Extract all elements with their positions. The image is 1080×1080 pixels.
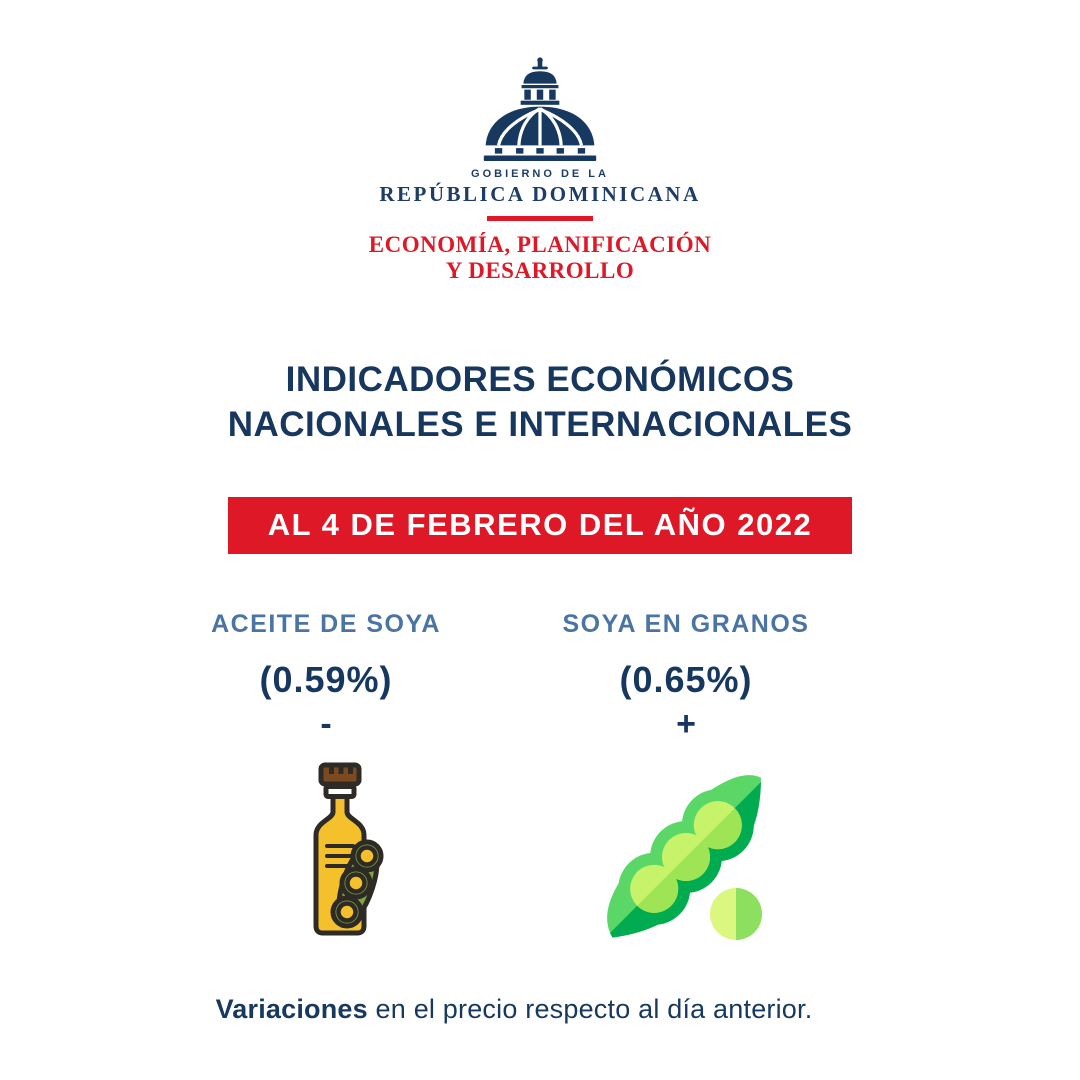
ministry-line1: ECONOMÍA, PLANIFICACIÓN xyxy=(368,232,712,257)
footnote-bold: Variaciones xyxy=(215,993,368,1024)
footnote xyxy=(0,994,1054,1025)
indicator-name: ACEITE DE SOYA xyxy=(211,609,441,638)
footnote-rest: en el precio respecto al día anterior. xyxy=(367,993,813,1024)
plus-sign: + xyxy=(676,704,696,743)
date-banner-row xyxy=(0,497,1080,554)
page-title-line1: INDICADORES ECONÓMICOS xyxy=(285,360,795,400)
national-palace-dome-icon xyxy=(480,56,600,161)
minus-sign: - xyxy=(320,704,332,743)
soy-oil-bottle-icon xyxy=(298,762,398,942)
ministry-name xyxy=(0,232,1080,284)
indicator-name: SOYA EN GRANOS xyxy=(562,609,810,638)
page-title xyxy=(0,358,1080,446)
government-logo xyxy=(0,0,1080,284)
government-line1: GOBIERNO DE LA xyxy=(471,168,609,180)
indicator-value: (0.65%) xyxy=(619,658,753,700)
indicator-aceite-de-soya xyxy=(146,610,506,954)
indicators-section xyxy=(146,610,866,954)
page-title-line2: NACIONALES E INTERNACIONALES xyxy=(227,404,853,444)
indicator-value: (0.59%) xyxy=(259,658,393,700)
date-banner: AL 4 DE FEBRERO DEL AÑO 2022 xyxy=(228,497,852,554)
government-line2: REPÚBLICA DOMINICANA xyxy=(379,182,701,206)
red-divider xyxy=(487,216,593,221)
indicator-icon-box xyxy=(168,762,528,954)
soybean-pod-icon xyxy=(591,762,781,952)
indicator-soya-en-granos xyxy=(506,610,866,954)
indicator-icon-box xyxy=(506,762,866,954)
ministry-line2: Y DESARROLLO xyxy=(445,258,635,284)
